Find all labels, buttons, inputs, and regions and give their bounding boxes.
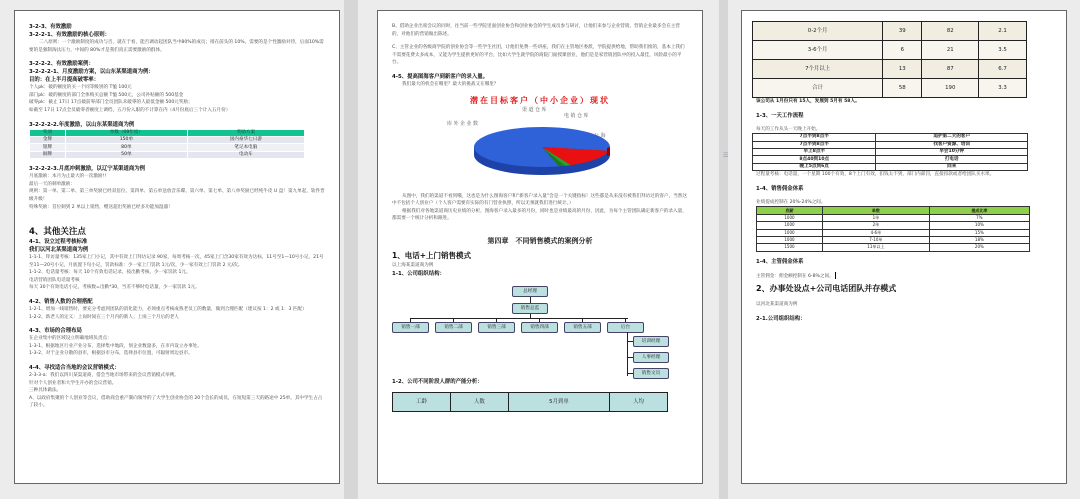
- heading: 3-2-2-2、有效激励案例：: [29, 61, 94, 68]
- org-node-dept: 销售五部: [564, 322, 601, 333]
- heading: 4-3、市场的合理布局: [29, 328, 82, 335]
- table-row: [30, 129, 305, 136]
- table-cell: 1000: [757, 222, 823, 229]
- heading: 1-4、销售佣金体系: [756, 185, 804, 192]
- heading: 4、其他关注点: [29, 227, 86, 238]
- text-line: 规则：第一单、第二单、第三单奖励已经双倍位、第四单、第五单送放音乐碟、第六单、第七单、第八单奖励已经纯牛皮 U 盘！第九单起，软件晋级升级！: [29, 189, 325, 202]
- table-cell: 4-6单: [822, 229, 929, 236]
- table-cell: 2单: [822, 222, 929, 229]
- paragraph: 过程量考核：电话量，一个星期 100个有效，8个上门有效，扣钱太不到，部门内部罚，直接扣款或者给团队买水果。: [756, 172, 995, 178]
- text-line: 如截至 17日 17点全员破零者额度上调档，五月份入职的不计算在内（4月份底后三个计入五月份）: [29, 107, 231, 113]
- table-cell: 1000: [757, 229, 823, 236]
- table-row: [30, 151, 305, 158]
- pie-label: 电销仓库: [564, 112, 591, 119]
- table-cell: 8点40到10点: [753, 156, 876, 163]
- pie-label: 渠道仓库: [522, 106, 549, 113]
- text-line: 三种具体做法。: [29, 388, 62, 394]
- table-cell: 2.1: [979, 22, 1027, 41]
- paragraph: B、借助企业出席会议的同时，往当前一些学院里面创业协会和创业协会的学生成员参与研讨，让他们来参与企业营销，营销企业最多会在主营的，对他们的营销做出陈述。: [392, 24, 680, 37]
- table-row: [30, 144, 305, 151]
- org-node-dept: 销售三部: [478, 322, 515, 333]
- org-chart: [392, 278, 688, 378]
- paragraph: 根据我们对各地渠道商历史业绩的分析，图海客户录入最多的月份，同时也是业绩最高的月份，因此，为每个主管团队确定新客户的录入量，都需要一个统计分析和跟进。: [392, 208, 687, 222]
- capacity-table-header: [392, 392, 668, 412]
- table-cell: 单数（09年度）: [66, 129, 188, 136]
- chapter-title: 第四章 不同销售模式的案例分析: [487, 236, 593, 245]
- heading: 1-2、公司不同阶段人群的产能分析：: [392, 378, 483, 385]
- text-line: 个人pk：破的额度的买一个同等级别的 T恤 100元: [29, 85, 132, 91]
- chart-title: 潜在目标客户（中小企业）现状: [470, 95, 610, 105]
- text-line: 月底激励：本月为止最大的一次激励!!: [29, 174, 107, 180]
- table-row: [757, 214, 1030, 221]
- table-cell: 早上8点半: [753, 148, 876, 155]
- table-cell: 15%: [929, 229, 1029, 236]
- org-node-dept: 销售四部: [521, 322, 558, 333]
- table-cell: 0-2个月: [753, 22, 883, 41]
- document-page-2: [377, 10, 703, 484]
- table-row: [753, 79, 1027, 98]
- table-cell: 10%: [929, 222, 1029, 229]
- text-line: 1-3-1、根据地区行业产业分布，选择集中地段，划企业数量多，在市内设立办事处。: [29, 343, 202, 349]
- pie-label: 库外企业数: [447, 120, 480, 127]
- table-cell: 150单: [66, 136, 188, 143]
- text-line: 1-3-2、对于企业分散的县市，根据县市分布，选择县市位置，可辐射周边县市。: [29, 351, 193, 357]
- table-cell: 银牌: [30, 144, 66, 151]
- table-header-row: [393, 392, 668, 411]
- table-cell: 1500: [757, 244, 823, 251]
- table-cell: 奖励方案: [187, 129, 304, 136]
- page-gap-scrollbar: [719, 0, 728, 499]
- table-cell: 单数: [822, 207, 929, 214]
- table-cell: 82: [922, 22, 979, 41]
- text-line: 部门pk：破的额度的部门全体购买总额 T恤 500元，公司补贴额的 500基金: [29, 92, 184, 98]
- heading: 1-4、主管佣金体系: [756, 258, 804, 265]
- heading: 4-4、寻找适合当地的会议营销模式：: [29, 365, 120, 372]
- heading: 3-2-3、有效激励: [29, 24, 72, 30]
- table-cell: 电动车: [187, 151, 304, 158]
- table-cell: 晚上5点到6点: [753, 163, 876, 170]
- heading: 3-2-2-2-1、月度激励方案，以山东某渠道商为例：: [29, 69, 154, 76]
- table-row: [757, 222, 1030, 229]
- table-cell: 奖项: [30, 129, 66, 136]
- paragraph: 该公司从 1月份只有 15人，发展到 5月有 58人。: [756, 99, 860, 104]
- text-line: 针对个人创业者和大学生开办的会议营销。: [29, 380, 117, 386]
- daily-schedule-table: [752, 133, 1028, 171]
- paragraph: 以河北某渠道商为例: [756, 302, 798, 308]
- heading: 目的：在上半月提高破零率：: [29, 77, 100, 84]
- heading: 3-2-2-2-3.月底冲刺激励，以辽宁某渠道商为例: [29, 166, 146, 173]
- text-line: 最后一天的刺单激励：: [29, 181, 75, 187]
- table-row: [753, 163, 1028, 170]
- heading: 我们以河北某渠道商为例: [29, 247, 89, 254]
- table-cell: 找客户资源、培训: [876, 141, 1028, 148]
- table-cell: 18%: [929, 236, 1029, 243]
- table-cell: 3.5: [979, 41, 1027, 60]
- table-cell: 提成比率: [929, 207, 1029, 214]
- pie-chart: [392, 89, 688, 189]
- table-cell: 87: [922, 60, 979, 79]
- text-line: A、以政府集聚的个人创业等会议，借助商会重产制向领导的了大学生创业协会的 20个会长的成员，在短短第三天的路途中 25单。其中学生占占了较小。: [29, 395, 323, 409]
- table-cell: 金牌: [30, 136, 66, 143]
- table-cell: 7个月以上: [753, 60, 883, 79]
- table-cell: 铜牌: [30, 151, 66, 158]
- org-node-ceo: 总经理: [512, 286, 548, 297]
- capacity-table: [752, 21, 1027, 98]
- table-cell: 7点半到8点半: [753, 134, 876, 141]
- heading: 4-5、提高图海客户到新客户的录入量。: [392, 73, 488, 80]
- text-line: 电话营销团队电话量考核: [29, 277, 80, 283]
- pie-label: 公海: [594, 132, 608, 139]
- table-row: [757, 207, 1030, 214]
- pie-side-red: [607, 147, 610, 156]
- table-cell: 7-10单: [822, 236, 929, 243]
- table-cell: 国内豪华七日游: [187, 136, 304, 143]
- document-page-3: [741, 10, 1067, 484]
- document-page-1: [14, 10, 340, 484]
- table-row: [753, 41, 1027, 60]
- table-cell: 追护第二天的客户: [876, 134, 1028, 141]
- paragraph: 以上海某渠道商为例: [392, 262, 434, 268]
- org-node-dept: 后台: [607, 322, 644, 333]
- heading: 2、办事处设点+公司电话团队并存模式: [756, 284, 897, 294]
- table-row: [753, 134, 1028, 141]
- text-line: 在企业集中的区域设立明确地域负责点：: [29, 336, 112, 342]
- table-cell: 3-6个月: [753, 41, 883, 60]
- table-row: [757, 236, 1030, 243]
- paragraph: 二八原则：一个激励制度的成功与否，就在于看，能否调动起团队当中80%的成员；排在前头的 10%，需要的是个性激励对待，后面10%需要的是强制淘汰压力，中间的 80%才是我们真正需要激励的群体。: [29, 40, 324, 53]
- table-cell: 80单: [66, 144, 188, 151]
- annual-incentive-table: [29, 129, 305, 160]
- table-header-cell: 5月到单: [508, 392, 609, 411]
- text-cursor: [835, 272, 836, 279]
- table-cell: 早会10分钟: [876, 148, 1028, 155]
- text-line: 1-2-1、增加一线销售时，要充分考虑到团队的消化能力，必须重点考核成熟老员工的数量，做到合理匹配（建议按 1：2 或 1：3 匹配）: [29, 307, 307, 313]
- table-cell: 1000: [757, 236, 823, 243]
- heading: 4-2、销售人数的合理搭配: [29, 299, 93, 306]
- table-row: [753, 156, 1028, 163]
- paragraph: 业绩提成控制在 20%-24%之间。: [756, 199, 826, 205]
- heading: 4-1、设立过程考核标准: [29, 239, 88, 246]
- paragraph-marker-icon[interactable]: ☰: [723, 152, 729, 159]
- table-cell: 7%: [929, 214, 1029, 221]
- org-node-director: 销售总监: [512, 303, 548, 314]
- table-cell: 合计: [753, 79, 883, 98]
- table-cell: 1000: [757, 214, 823, 221]
- table-row: [753, 22, 1027, 41]
- table-cell: 笔记本电脑: [187, 144, 304, 151]
- text-line: 1-2-2、新老人的定义：上岗时间在三个月内的新人；上岗三个月后的老人: [29, 314, 179, 320]
- org-node-backoffice: 人事经理: [633, 352, 669, 363]
- text-line: 1-1-1、拜访量考核：135家上门小记，其中有效上门拜访记录 90家，每周考核一次，45家上门含30家有效为达标，11号至1—10号小记，21号至11—20号小记，月底置下旬小记，罚款标准：少一家上门罚款 1元/次，少一家有效上门罚款 2 元/次。: [29, 255, 324, 268]
- org-node-backoffice: 销售文员: [633, 368, 669, 379]
- table-cell: 底薪: [757, 207, 823, 214]
- heading: 3-2-2-1、有效激励的核心原则：: [29, 32, 111, 38]
- table-cell: 39: [883, 22, 922, 41]
- text-line: 1-1-2、电话量考核：每天 10个有效电话记录，按出勤考核，少一家罚款 1元。: [29, 270, 191, 276]
- table-cell: 13: [883, 60, 922, 79]
- table-cell: 21: [922, 41, 979, 60]
- table-header-cell: 人均: [610, 392, 668, 411]
- heading: 3-2-2-2-2.年度激励，以山东某渠道商为例: [29, 121, 135, 128]
- table-row: [757, 229, 1030, 236]
- table-cell: 50单: [66, 151, 188, 158]
- table-row: [757, 244, 1030, 251]
- table-row: [30, 136, 305, 143]
- page-gap-scrollbar: [344, 0, 358, 499]
- paragraph: 每天的工作从头一天晚上开始。: [756, 126, 821, 132]
- table-row: [753, 148, 1028, 155]
- text-line: 2-3-3-a：我们以四川某渠道商，借会当地市场带来的会议营销模式举例。: [29, 373, 179, 379]
- table-header-cell: 人数: [450, 392, 508, 411]
- paragraph: 主管佣金：佣金额控制在 6-8%之间。: [756, 272, 1052, 281]
- heading: 2-1.公司组织结构：: [756, 315, 806, 322]
- table-cell: 190: [922, 79, 979, 98]
- org-node-dept: 销售一部: [392, 322, 429, 333]
- commission-table: [756, 206, 1030, 251]
- org-node-backoffice: 培训经理: [633, 336, 669, 347]
- table-header-cell: 工龄: [393, 392, 451, 411]
- heading: 1、电话+上门销售模式: [392, 250, 472, 260]
- table-cell: 3.3: [979, 79, 1027, 98]
- table-cell: 11单以上: [822, 244, 929, 251]
- text-line: 特殊奖励：首位刺到 2 单以上销售，赠送超出奖励已经多功能加湿器！: [29, 204, 173, 210]
- paragraph: 我们最大的机会在哪里？最大的挑战又在哪里？: [402, 81, 499, 87]
- table-cell: 1单: [822, 214, 929, 221]
- text-line: 每天 30个有效电话小记，考核数=出勤*30，当差不够时电话量，少一家罚款 1元。: [29, 285, 200, 291]
- table-cell: 7点半到8点半: [753, 141, 876, 148]
- table-cell: 58: [883, 79, 922, 98]
- table-cell: 回来: [876, 163, 1028, 170]
- paragraph: 从图中，我们的渠道不看到哦，这也是为什么图海客户和“新客户录入量”会是一个关键指标！这些都是从来没有被我们拜访过的客户，当然这中不包括个人创业户（个人客户需要有实际的有门营业执照，所以无须就我们进行统计。）: [392, 193, 687, 207]
- table-row: [753, 60, 1027, 79]
- table-cell: 6: [883, 41, 922, 60]
- heading: 1-3、一天工作流程: [756, 112, 804, 119]
- org-node-dept: 销售二部: [435, 322, 472, 333]
- table-row: [753, 141, 1028, 148]
- text-line: 破零pk：截止 17日 17点破前零部门全员团队未破零的人最低金额 500元奖励；: [29, 100, 193, 106]
- table-cell: 6.7: [979, 60, 1027, 79]
- table-cell: 打电话: [876, 156, 1028, 163]
- paragraph: C、主管企业的各级商学院的创业协会等一些学生社团，让他们免费一些讲座，我们在主管地区委派，学院提供给地，帮助我们推的，基本上我们不需要花费太多成本，又能为学生提供更好的平台，比如大学生就学院的商院门面授课创业，他们是是家营销团队中的投入最佳，风险最小的平台。: [392, 45, 685, 66]
- table-cell: 20%: [929, 244, 1029, 251]
- heading: 1-1、公司组织结构：: [392, 270, 445, 277]
